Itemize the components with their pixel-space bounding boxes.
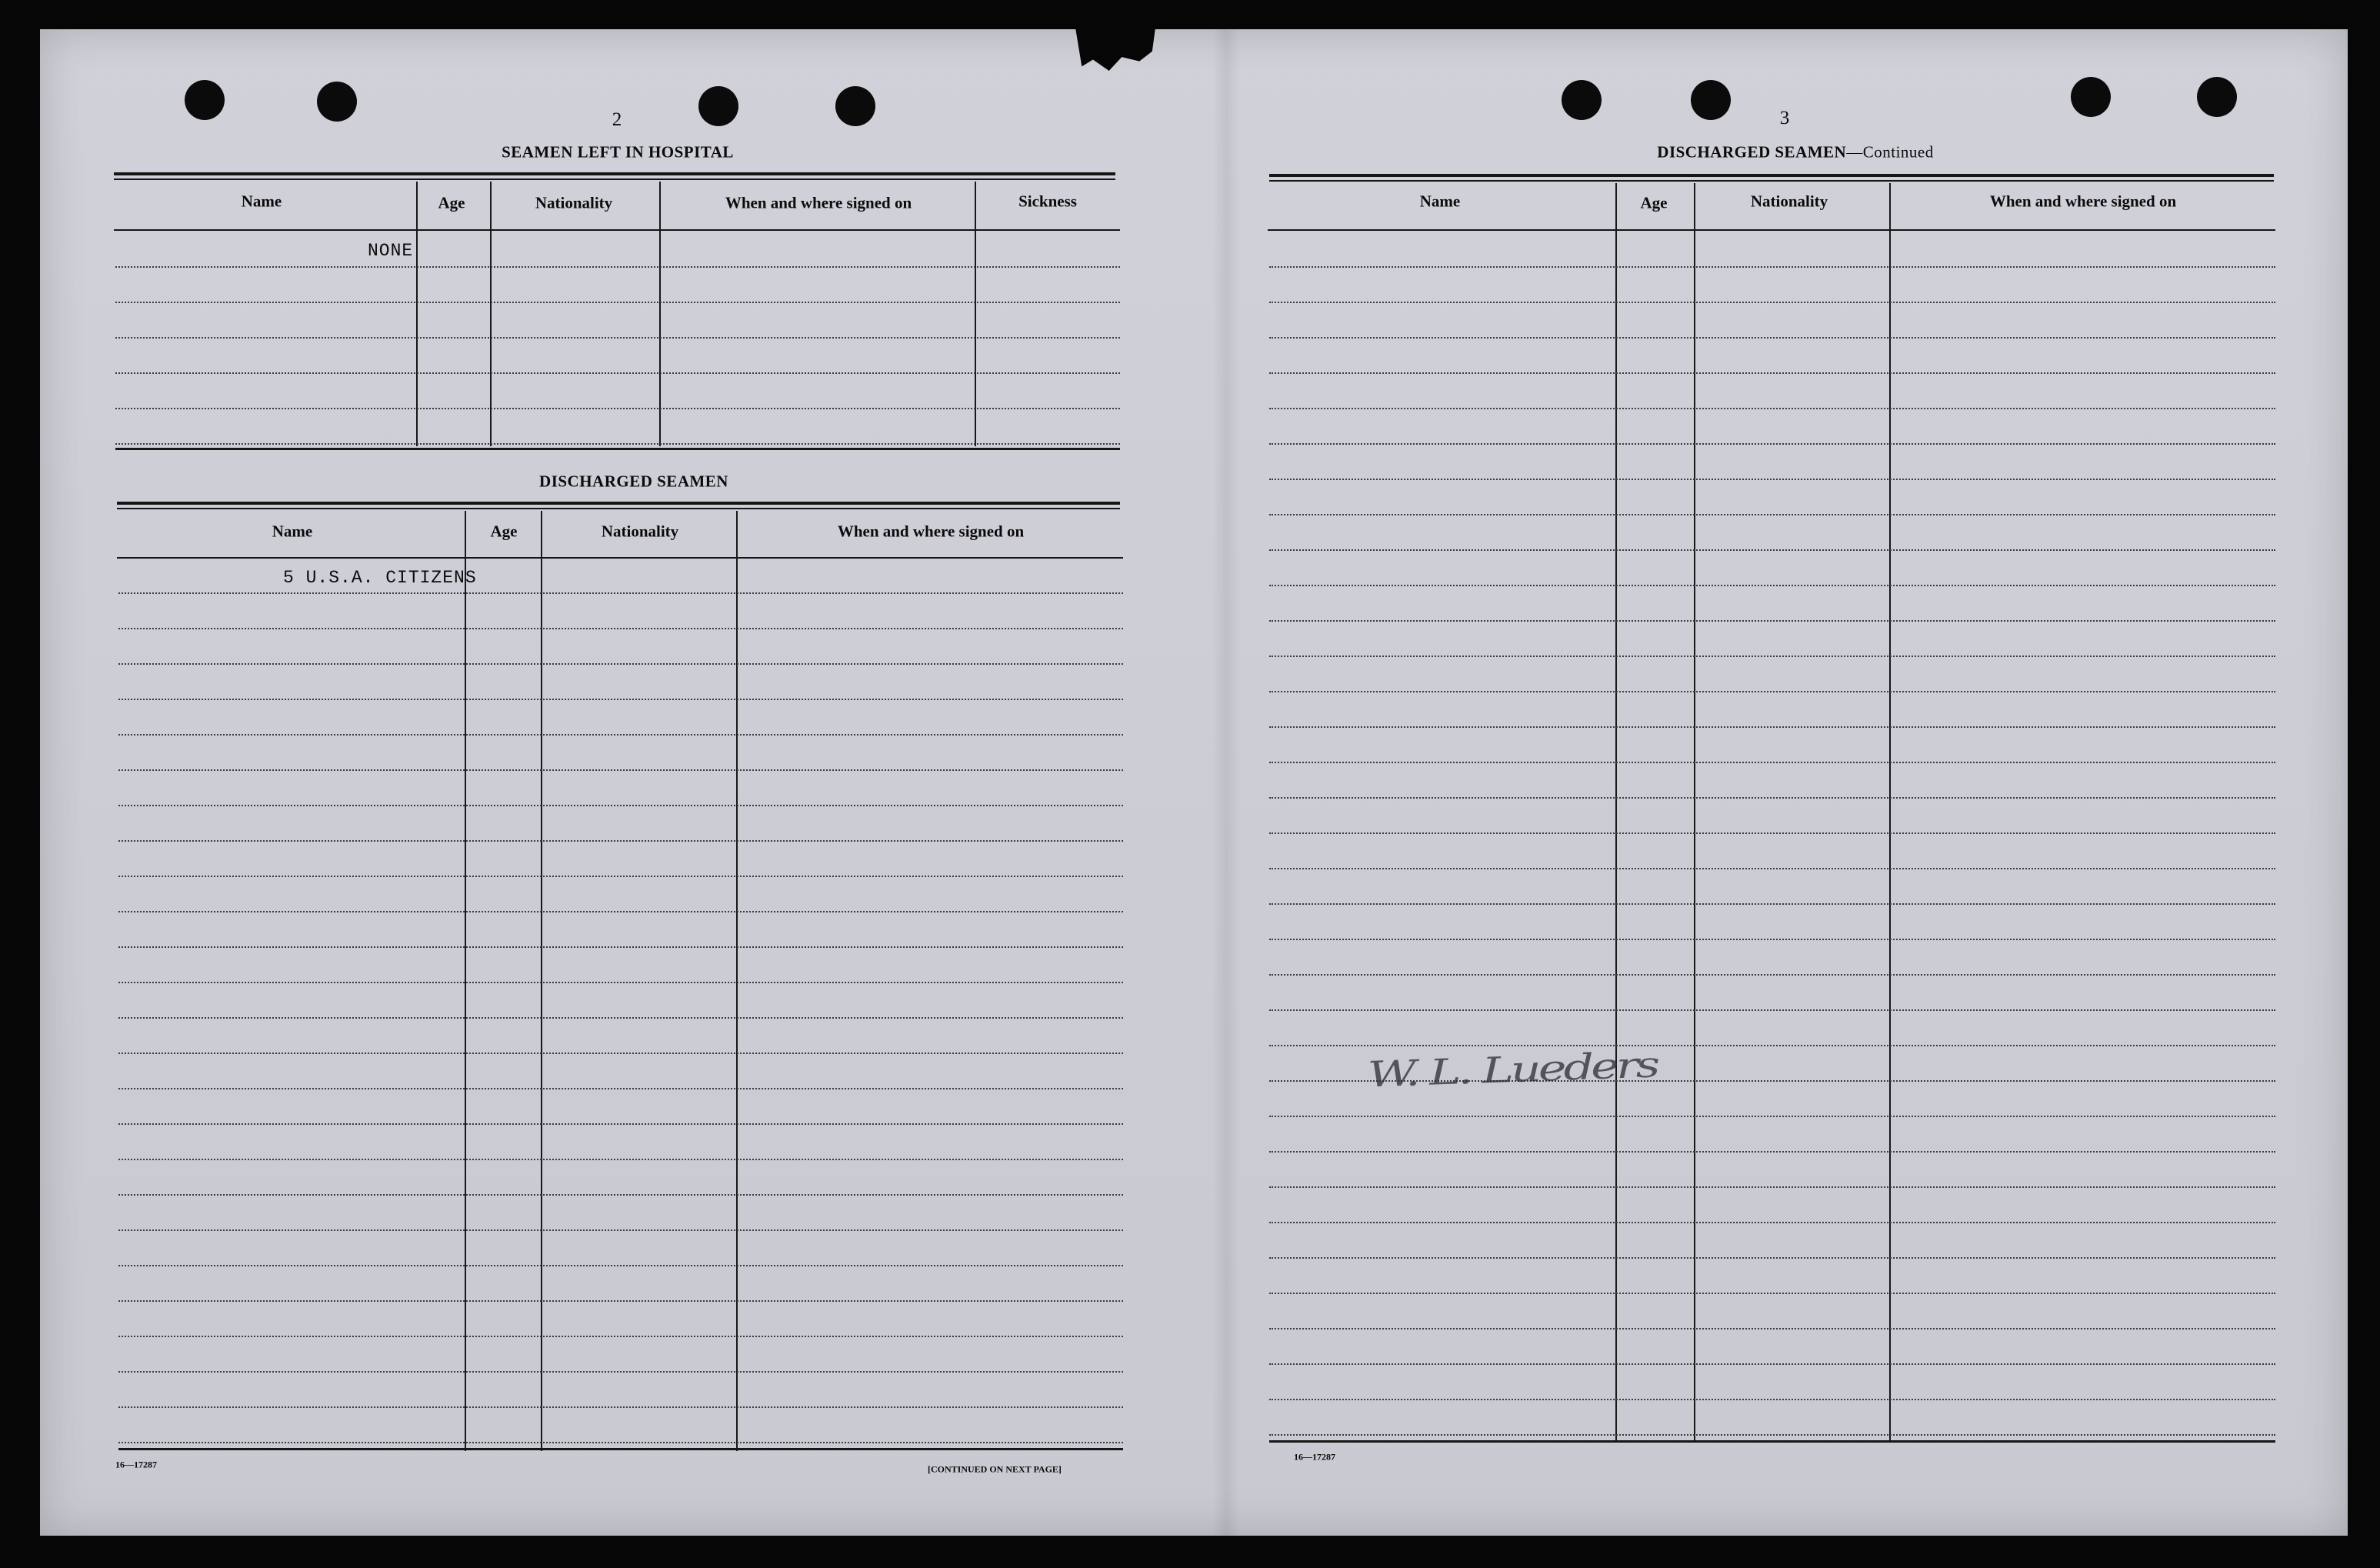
page-number-right: 3: [1779, 108, 1790, 128]
row-line: [1269, 549, 2275, 551]
row-line: [1269, 337, 2275, 339]
form-number-right: 16—17287: [1294, 1451, 1335, 1463]
row-line: [1269, 408, 2275, 409]
column-header-name: Name: [241, 192, 282, 211]
column-header-signed-on: When and where signed on: [1989, 192, 2177, 211]
row-line: [1269, 691, 2275, 692]
row-line: [118, 1406, 1123, 1408]
entry-none: NONE: [368, 241, 414, 261]
table-rule: [117, 508, 1120, 509]
row-line: [1269, 585, 2275, 586]
table-rule: [1269, 1440, 2275, 1443]
column-header-name: Name: [1419, 192, 1461, 211]
row-line: [1269, 974, 2275, 976]
column-header-nationality: Nationality: [601, 522, 679, 541]
header-rule: [114, 229, 1120, 231]
row-line: [118, 592, 1123, 594]
table-rule: [114, 172, 1115, 175]
row-line: [1269, 443, 2275, 445]
column-header-age: Age: [490, 522, 518, 541]
handwritten-signature: W. L. Lueders: [1366, 1043, 1658, 1096]
column-header-signed-on: When and where signed on: [837, 522, 1025, 541]
table-rule: [1269, 180, 2274, 182]
row-line: [1269, 620, 2275, 622]
row-line: [118, 805, 1123, 806]
column-divider: [659, 182, 661, 446]
page-number-left: 2: [612, 109, 622, 130]
column-header-name: Name: [272, 522, 313, 541]
row-line: [1269, 939, 2275, 940]
row-line: [118, 663, 1123, 665]
row-line: [1269, 1186, 2275, 1188]
column-divider: [541, 511, 542, 1451]
section-title-discharged-continued: [1657, 143, 1933, 162]
punch-hole: [1562, 80, 1602, 120]
row-line: [1269, 514, 2275, 515]
header-rule: [1268, 229, 2275, 231]
section-title-discharged: DISCHARGED SEAMEN: [539, 472, 728, 491]
row-line: [1269, 762, 2275, 763]
punch-hole: [1691, 80, 1731, 120]
column-divider: [975, 182, 976, 446]
row-line: [118, 840, 1123, 842]
row-line: [118, 1088, 1123, 1089]
entry-citizens: 5 U.S.A. CITIZENS: [283, 568, 477, 588]
row-line: [118, 699, 1123, 700]
row-line: [118, 1194, 1123, 1196]
table-rule: [1269, 174, 2274, 177]
column-divider: [736, 511, 738, 1451]
row-line: [1269, 868, 2275, 869]
row-line: [1269, 1399, 2275, 1400]
row-line: [115, 408, 1120, 409]
row-line: [1269, 372, 2275, 374]
row-line: [1269, 1257, 2275, 1259]
column-header-nationality: Nationality: [1750, 192, 1828, 211]
row-line: [115, 337, 1120, 339]
row-line: [1269, 1434, 2275, 1436]
row-line: [1269, 1116, 2275, 1117]
row-line: [118, 982, 1123, 983]
row-line: [1269, 266, 2275, 268]
row-line: [118, 946, 1123, 948]
row-line: [118, 1123, 1123, 1125]
row-line: [118, 911, 1123, 912]
title-main: DISCHARGED SEAMEN: [1657, 142, 1847, 162]
row-line: [1269, 479, 2275, 480]
row-line: [118, 1442, 1123, 1443]
row-line: [115, 372, 1120, 374]
title-suffix: —Continued: [1846, 142, 1934, 162]
table-rule: [114, 178, 1115, 180]
row-line: [1269, 1328, 2275, 1329]
row-line: [118, 734, 1123, 736]
row-line: [118, 876, 1123, 877]
continued-note: [CONTINUED ON NEXT PAGE]: [928, 1463, 1062, 1475]
table-rule: [118, 1448, 1123, 1450]
row-line: [118, 1265, 1123, 1266]
row-line: [1269, 726, 2275, 728]
column-divider: [490, 182, 492, 446]
column-divider: [465, 511, 466, 1451]
row-line: [1269, 302, 2275, 303]
row-line: [1269, 903, 2275, 905]
punch-hole: [317, 82, 357, 122]
column-divider: [416, 182, 418, 446]
row-line: [1269, 1045, 2275, 1046]
table-rule: [117, 502, 1120, 505]
column-header-sickness: Sickness: [1018, 192, 1077, 211]
form-number-left: 16—17287: [115, 1459, 157, 1470]
row-line: [115, 443, 1120, 445]
row-line: [118, 1300, 1123, 1302]
row-line: [118, 628, 1123, 629]
punch-hole: [2197, 77, 2237, 117]
row-line: [1269, 1293, 2275, 1294]
row-line: [1269, 1151, 2275, 1153]
column-header-signed-on: When and where signed on: [725, 193, 912, 212]
section-title-hospital: SEAMEN LEFT IN HOSPITAL: [502, 142, 734, 162]
row-line: [115, 302, 1120, 303]
row-line: [118, 1371, 1123, 1373]
header-rule: [117, 557, 1123, 559]
punch-hole: [185, 80, 225, 120]
row-line: [118, 1229, 1123, 1231]
row-line: [118, 1336, 1123, 1337]
row-line: [1269, 797, 2275, 799]
row-line: [118, 1053, 1123, 1054]
row-line: [1269, 656, 2275, 657]
punch-hole: [698, 86, 738, 126]
row-line: [1269, 1009, 2275, 1011]
row-line: [1269, 1222, 2275, 1223]
row-line: [1269, 832, 2275, 834]
table-rule: [115, 448, 1120, 450]
row-line: [118, 1159, 1123, 1160]
column-header-nationality: Nationality: [535, 193, 613, 212]
row-line: [115, 266, 1120, 268]
punch-hole: [835, 86, 875, 126]
row-line: [1269, 1363, 2275, 1365]
punch-hole: [2071, 77, 2111, 117]
row-line: [118, 1017, 1123, 1019]
column-header-age: Age: [438, 193, 465, 212]
column-header-age: Age: [1640, 193, 1668, 212]
page-fold: [1212, 29, 1240, 1536]
row-line: [118, 769, 1123, 771]
